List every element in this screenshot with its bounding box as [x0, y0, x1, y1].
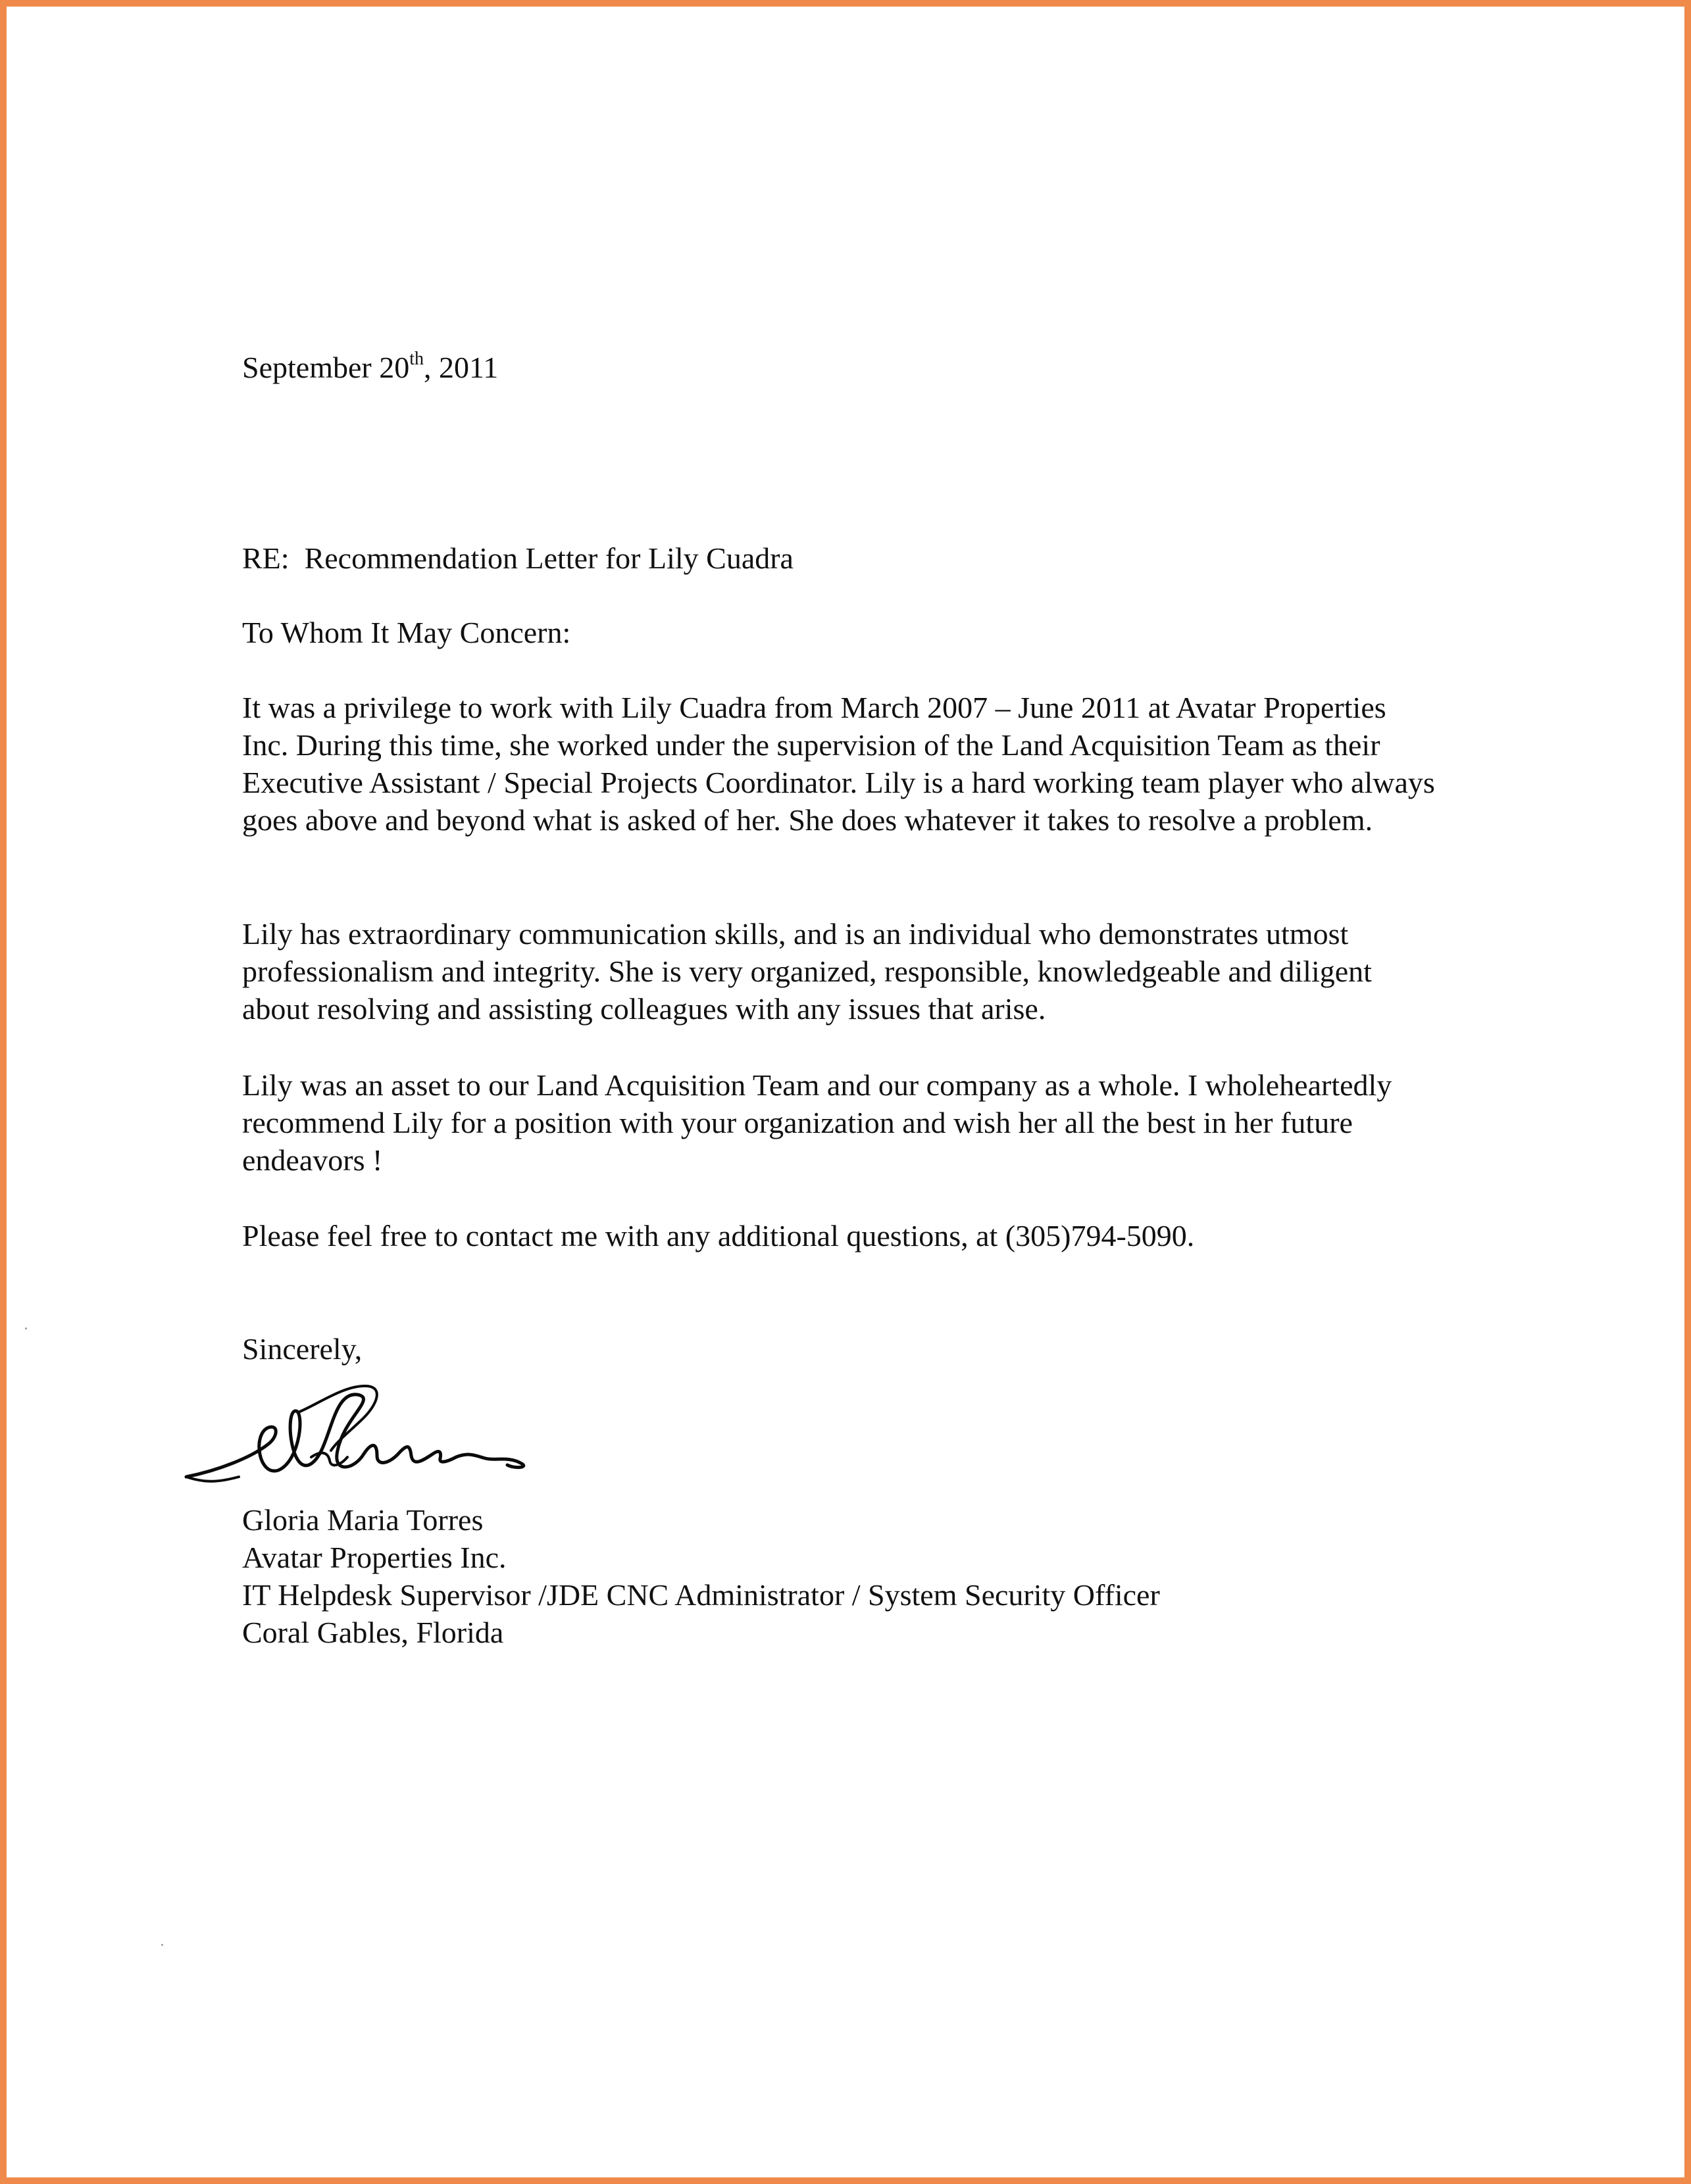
- signature-block: [242, 1501, 1160, 1651]
- paragraph-3: Lily was an asset to our Land Acquisition Team and our company as a whole. I wholeheartedly recommend Lily for a position with your organization and wish her all the best in her future endeavors !: [242, 1068, 1392, 1177]
- letter-body: [242, 349, 1440, 1649]
- paragraph-1: It was a privilege to work with Lily Cuadra from March 2007 – June 2011 at Avatar Properties Inc. During this time, she worked under the supervision of the Land Acquisition Team as their Executive Assistant / Special Projects Coordinator. Lily is a hard working team player who always goes above and beyond what is asked of her. She does whatever it takes to resolve a problem.: [242, 691, 1435, 837]
- closing: Sincerely,: [242, 1332, 363, 1366]
- date-month-day: September 20: [242, 351, 410, 384]
- scan-speck: [161, 1944, 163, 1946]
- handwritten-signature: [180, 1378, 548, 1490]
- salutation: To Whom It May Concern:: [242, 616, 571, 649]
- paragraph-4: Please feel free to contact me with any additional questions, at (305)794-5090.: [242, 1219, 1195, 1253]
- signer-title: IT Helpdesk Supervisor /JDE CNC Administrator / System Security Officer: [242, 1578, 1160, 1612]
- scan-speck: [25, 1328, 27, 1329]
- letter-date: [242, 349, 1440, 386]
- date-ordinal-suffix: th: [409, 349, 424, 369]
- date-year: , 2011: [424, 351, 499, 384]
- signer-company: Avatar Properties Inc.: [242, 1541, 507, 1574]
- paragraph-2: Lily has extraordinary communication skills, and is an individual who demonstrates utmost professionalism and integrity. She is very organized, responsible, knowledgeable and diligent about resolving and assisting colleagues with any issues that arise.: [242, 917, 1372, 1026]
- subject-line: RE: Recommendation Letter for Lily Cuadra: [242, 541, 794, 575]
- signer-name: Gloria Maria Torres: [242, 1503, 484, 1537]
- signer-location: Coral Gables, Florida: [242, 1616, 504, 1649]
